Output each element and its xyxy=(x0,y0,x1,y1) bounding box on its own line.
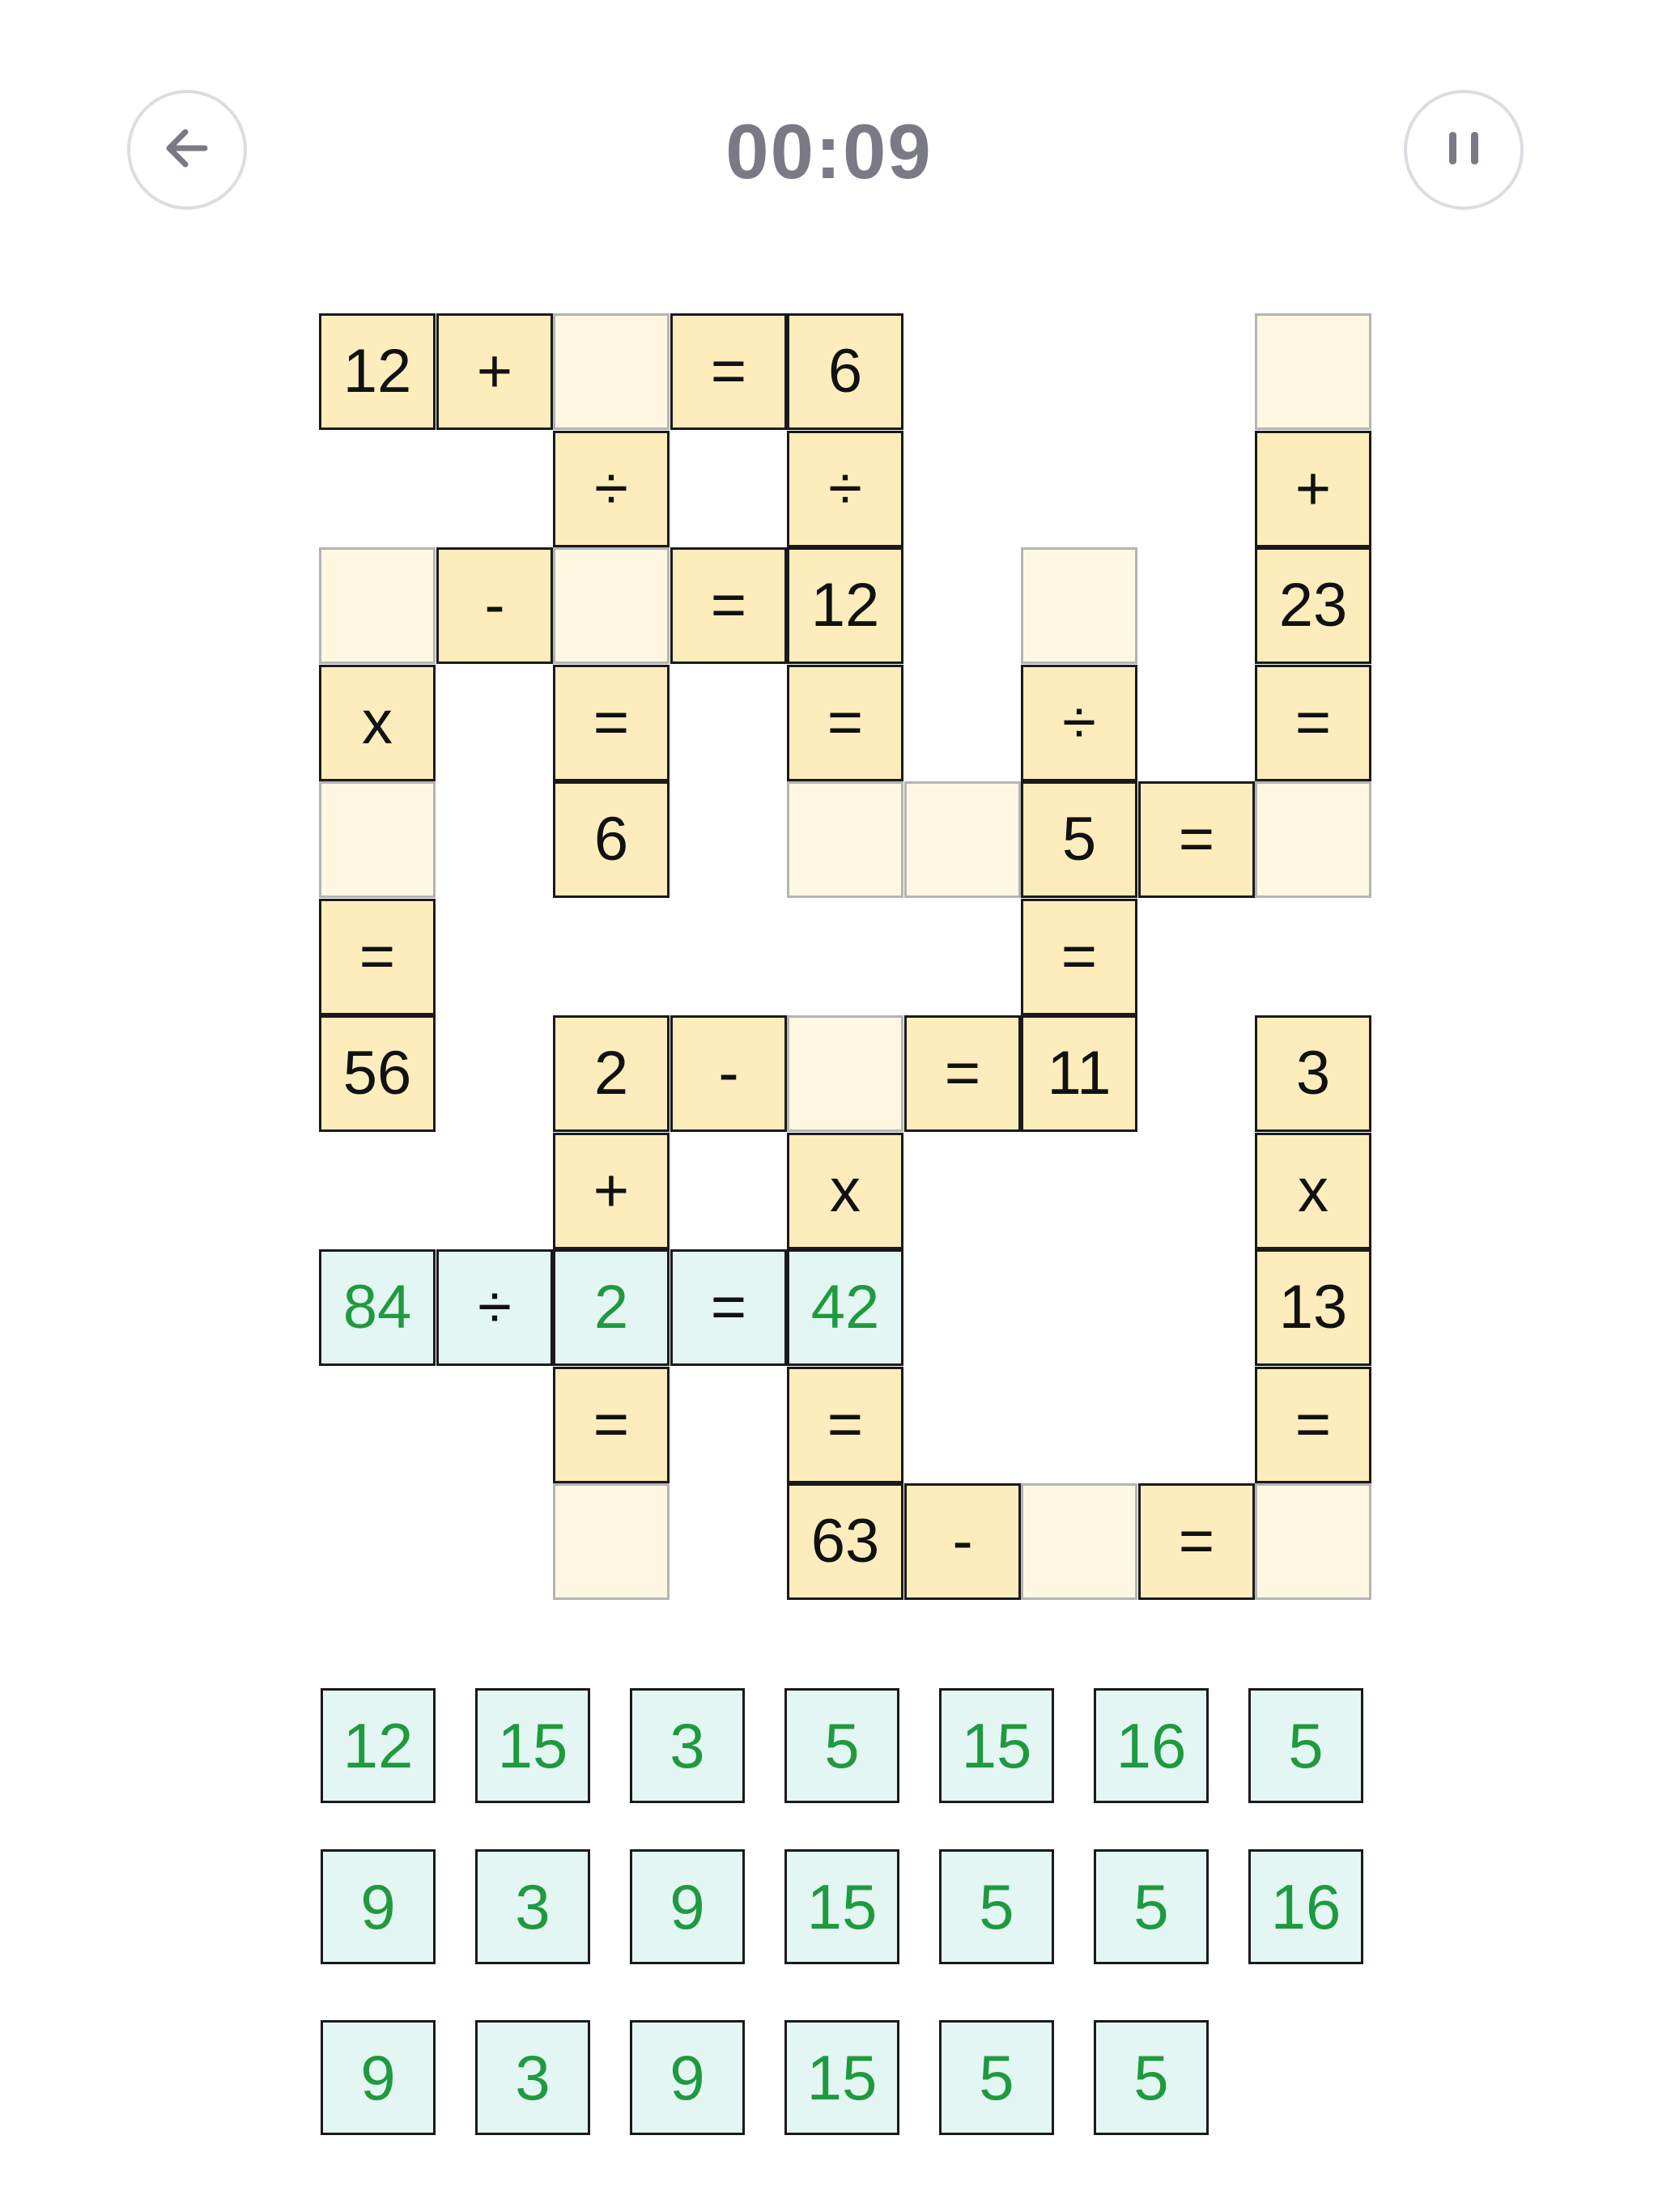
number-tile[interactable]: 9 xyxy=(630,1849,745,1964)
board-cell: 12 xyxy=(787,547,903,664)
number-tile[interactable]: 15 xyxy=(939,1688,1054,1803)
board-cell: x xyxy=(1255,1133,1371,1249)
board-cell: = xyxy=(787,665,903,781)
board-cell: 2 xyxy=(553,1015,670,1132)
board-cell: = xyxy=(1255,665,1371,781)
board-cell: = xyxy=(670,547,787,664)
board-cell: 6 xyxy=(553,781,670,898)
number-tile[interactable]: 3 xyxy=(630,1688,745,1803)
board-cell: - xyxy=(670,1015,787,1132)
board-cell: ÷ xyxy=(1021,665,1137,781)
board-cell: 42 xyxy=(787,1249,903,1366)
board-cell: + xyxy=(436,313,553,430)
board-cell: = xyxy=(787,1367,903,1483)
number-tile[interactable]: 9 xyxy=(321,2020,436,2135)
board-cell: 6 xyxy=(787,313,903,430)
board-cell: 11 xyxy=(1021,1015,1137,1132)
number-tile[interactable]: 15 xyxy=(784,1849,899,1964)
number-tile[interactable]: 5 xyxy=(939,2020,1054,2135)
number-tile[interactable]: 3 xyxy=(475,2020,590,2135)
board-cell: = xyxy=(670,1249,787,1366)
board-cell: = xyxy=(1021,899,1137,1015)
board-cell: = xyxy=(1255,1367,1371,1483)
board-cell: x xyxy=(319,665,436,781)
number-tile[interactable]: 15 xyxy=(784,2020,899,2135)
board-cell: x xyxy=(787,1133,903,1249)
board-cell: = xyxy=(1138,781,1255,898)
board-cell: = xyxy=(1138,1483,1255,1600)
number-tile[interactable]: 5 xyxy=(1248,1688,1363,1803)
board-cell: ÷ xyxy=(553,431,670,547)
number-tile[interactable]: 5 xyxy=(784,1688,899,1803)
board-cell: - xyxy=(436,547,553,664)
board-cell: 2 xyxy=(553,1249,670,1366)
board-cell: = xyxy=(553,665,670,781)
number-tile[interactable]: 16 xyxy=(1248,1849,1363,1964)
board-cell: + xyxy=(553,1133,670,1249)
number-tile[interactable]: 5 xyxy=(1094,1849,1209,1964)
board-cell: = xyxy=(553,1367,670,1483)
board-cell: ÷ xyxy=(787,431,903,547)
board-cell: = xyxy=(670,313,787,430)
number-tile[interactable]: 15 xyxy=(475,1688,590,1803)
board-cell: 84 xyxy=(319,1249,436,1366)
number-tile[interactable]: 9 xyxy=(630,2020,745,2135)
board-cell: 3 xyxy=(1255,1015,1371,1132)
number-tile[interactable]: 3 xyxy=(475,1849,590,1964)
board-cell: = xyxy=(904,1015,1021,1132)
board-cell: = xyxy=(319,899,436,1015)
board-cell: + xyxy=(1255,431,1371,547)
board-cell: 56 xyxy=(319,1015,436,1132)
board-cell: ÷ xyxy=(436,1249,553,1366)
board-cell: - xyxy=(904,1483,1021,1600)
board-cell: 63 xyxy=(787,1483,903,1600)
number-tile[interactable]: 5 xyxy=(939,1849,1054,1964)
board-cell: 5 xyxy=(1021,781,1137,898)
number-tile[interactable]: 16 xyxy=(1094,1688,1209,1803)
board-cell: 12 xyxy=(319,313,436,430)
number-tile[interactable]: 5 xyxy=(1094,2020,1209,2135)
board-cell: 13 xyxy=(1255,1249,1371,1366)
board-cell: 23 xyxy=(1255,547,1371,664)
number-tile[interactable]: 9 xyxy=(321,1849,436,1964)
timer: 00:09 xyxy=(725,108,933,195)
number-tile[interactable]: 12 xyxy=(321,1688,436,1803)
